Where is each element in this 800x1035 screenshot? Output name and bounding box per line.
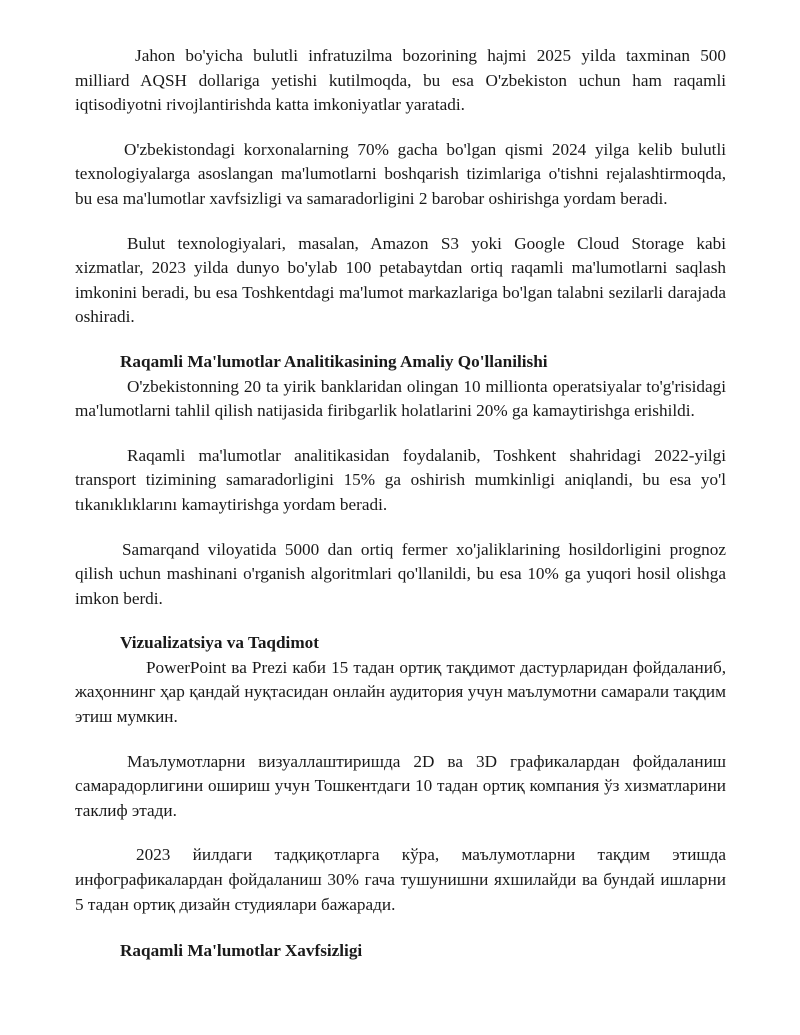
section-heading-analytics: Raqamli Ma'lumotlar Analitikasining Amaliy Qo'llanilishi	[120, 351, 548, 371]
paragraph-cloud-market: Jahon bo'yicha bulutli infratuzilma bozorining hajmi 2025 yilda taxminan 500 milliard AQSH dollariga yetishi kutilmoqda, bu esa O'zbekiston uchun ham raqamli iqtisodiyotni rivojlantirishda katta imkoniyatlar yaratadi.	[75, 46, 726, 115]
paragraph-visualization-infographics: 2023 йилдаги тадқиқотларга кўра, маълумотларни тақдим этишда инфографикалардан фойдаланиш 30% гача тушунишни яхшилайди ва бундай ишларни 5 тадан ортиқ дизайн студиялари бажаради.	[75, 845, 726, 914]
paragraph-cloud-services: Bulut texnologiyalari, masalan, Amazon S3 yoki Google Cloud Storage kabi xizmatlar, 2023 yilda dunyo bo'ylab 100 petabaytdan ortiq raqamli ma'lumotlarni saqlash imkonini beradi, bu esa Toshkentdagi ma'lumot markazlariga bo'lgan talabni sezilarli darajada oshiradi.	[75, 233, 726, 327]
document-page	[75, 44, 726, 964]
section-heading-visualization: Vizualizatsiya va Taqdimot	[120, 633, 319, 653]
paragraph-visualization-tools: PowerPoint ва Prezi каби 15 тадан ортиқ тақдимот дастурларидан фойдаланиб, жаҳоннинг ҳар қандай нуқтасидан онлайн аудитория учун маълумотни самарали тақдим этиш мумкин.	[75, 657, 726, 727]
paragraph-analytics-transport: Raqamli ma'lumotlar analitikasidan foydalanib, Toshkent shahridagi 2022-yilgi transport tizimining samaradorligini 15% ga oshirish mumkinligi aniqlandi, bu esa yo'l tıkanıklıklarını kamaytirishga yordam beradi.	[75, 445, 726, 514]
section-heading-security: Raqamli Ma'lumotlar Xavfsizligi	[120, 941, 363, 961]
paragraph-visualization-graphics: Маълумотларни визуаллаштиришда 2D ва 3D графикалардан фойдаланиш самарадорлигини ошириш учун Тошкентдаги 10 тадан ортиқ компания ўз хизматларини таклиф этади.	[75, 751, 726, 820]
paragraph-analytics-banks: O'zbekistonning 20 ta yirik banklaridan olingan 10 millionta operatsiyalar to'g'risidagi ma'lumotlarni tahlil qilish natijasida firibgarlik holatlarini 20% ga kamaytirishga erishildi.	[75, 376, 726, 421]
paragraph-cloud-enterprises: O'zbekistondagi korxonalarning 70% gacha bo'lgan qismi 2024 yilga kelib bulutli texnologiyalarga asoslangan ma'lumotlarni boshqarish tizimlariga o'tishni rejalashtirmoqda, bu esa ma'lumotlar xavfsizligi va samaradorligini 2 barobar oshirishga yordam beradi.	[75, 139, 726, 208]
paragraph-analytics-agriculture: Samarqand viloyatida 5000 dan ortiq fermer xo'jaliklarining hosildorligini prognoz qilish uchun mashinani o'rganish algoritmlari qo'llanildi, bu esa 10% ga yuqori hosil olishga imkon berdi.	[75, 539, 726, 608]
